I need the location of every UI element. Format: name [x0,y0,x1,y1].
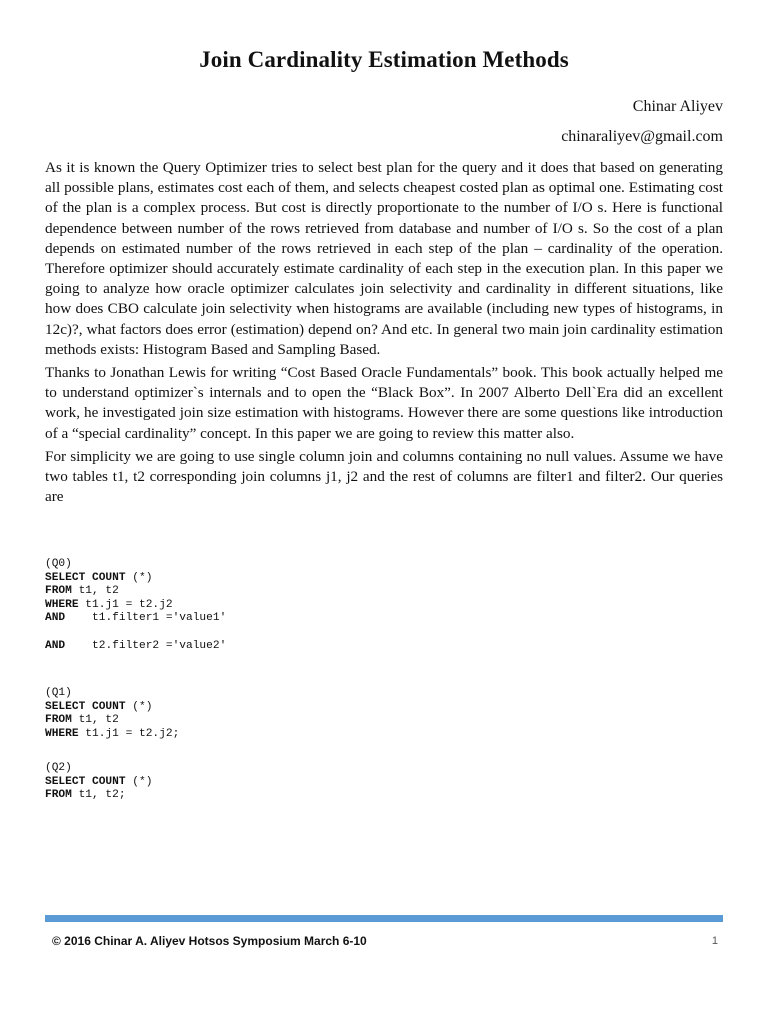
code-label: (Q2) [45,762,72,774]
code-keyword: FROM [45,585,72,597]
paragraph-acknowledgements: Thanks to Jonathan Lewis for writing “Cost Based Oracle Fundamentals” book. This book actually helped me to understand optimizer`s internals and to open the “Black Box”. In 2007 Alberto Dell`Era did an excellent work, he investigated join size estimation with histograms. However there are some questions like introduction of a “special cardinality” concept. In this paper we are going to review this matter also. [45,364,723,442]
paragraph-intro: As it is known the Query Optimizer tries to select best plan for the query and it does that based on generating all possible plans, estimates cost each of them, and selects cheapest costed plan as optimal one. Estimating cost of the plan is a complex process. But cost is directly proportionate to the number of I/O s. Here is functional dependence between number of the rows retrieved from database and number of I/O s. So the cost of a plan depends on estimated number of the rows retrieved in each step of the plan – cardinality of the operation. Therefore optimizer should accurately estimate cardinality of each step in the execution plan. In this paper we going to analyze how oracle optimizer calculates join selectivity and cardinality in different situations, like how does CBO calculate join selectivity when histograms are available (including new types of histograms, in 12c)?, what factors does error (estimation) depend on? And etc. In general two main join cardinality estimation methods exists: Histogram Based and Sampling Based. [45,159,723,358]
author-block [561,92,723,152]
code-block-q1 [45,687,179,741]
code-text: t1, t2 [71,714,119,726]
document-title: Join Cardinality Estimation Methods [199,47,569,72]
code-keyword: SELECT COUNT [45,775,126,788]
code-text: t1.filter1 ='value1' [65,612,227,624]
code-block-q2 [45,762,152,803]
code-text: t2.filter2 ='value2' [65,640,227,652]
code-text: (*) [125,571,153,584]
code-keyword: FROM [45,714,72,726]
code-text: t1.j1 = t2.j2; [78,727,180,740]
paragraph-setup: For simplicity we are going to use single column join and columns containing no null values. Assume we have two tables t1, t2 corresponding join columns j1, j2 and the rest of columns are filter1 and filter2. Our queries are [45,447,723,506]
footer-divider [45,915,723,922]
code-keyword: FROM [45,789,72,801]
code-label: (Q1) [45,687,72,699]
code-block-q0 [45,558,226,626]
code-keyword: SELECT COUNT [45,700,126,713]
author-name: Chinar Aliyev [632,98,723,115]
body-text [45,158,723,510]
code-keyword: WHERE [45,727,79,740]
page-number: 1 [711,935,718,947]
code-line-q0-and2 [45,640,226,654]
code-text: (*) [125,775,153,788]
code-label: (Q0) [45,558,72,570]
author-email: chinaraliyev@gmail.com [561,128,723,145]
code-keyword: AND [45,640,66,652]
footer-copyright: © 2016 Chinar A. Aliyev Hotsos Symposium March 6-10 [52,934,367,948]
code-text: (*) [125,700,153,713]
code-text: t1, t2; [71,789,126,801]
code-keyword: SELECT COUNT [45,571,126,584]
code-text: t1, t2 [71,585,119,597]
code-text: t1.j1 = t2.j2 [78,598,173,611]
code-keyword: AND [45,612,66,624]
code-keyword: WHERE [45,598,79,611]
